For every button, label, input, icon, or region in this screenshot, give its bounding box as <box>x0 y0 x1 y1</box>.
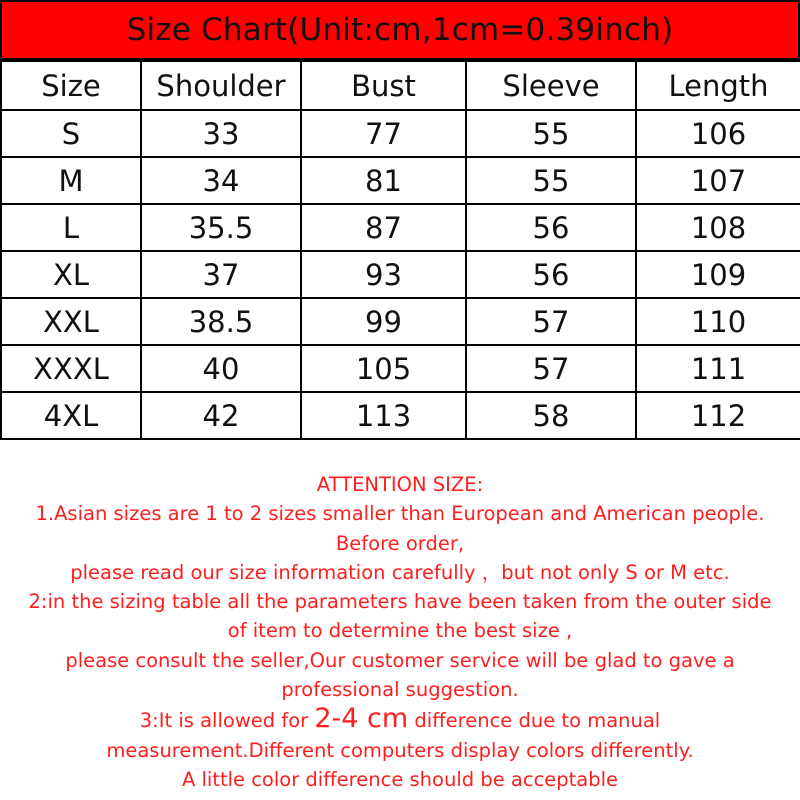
cell-bust: 77 <box>301 110 466 157</box>
cell-size: M <box>1 157 141 204</box>
column-header-shoulder: Shoulder <box>141 61 301 110</box>
cell-shoulder: 40 <box>141 345 301 392</box>
table-row <box>1 204 800 251</box>
cell-size: XXL <box>1 298 141 345</box>
cell-length: 110 <box>636 298 800 345</box>
notes-line: 1.Asian sizes are 1 to 2 sizes smaller than European and American people. <box>35 502 765 526</box>
cell-shoulder: 37 <box>141 251 301 298</box>
notes-line: A little color difference should be acceptable <box>181 767 619 791</box>
table-row <box>1 298 800 345</box>
cell-sleeve: 57 <box>466 345 636 392</box>
cell-length: 112 <box>636 392 800 439</box>
notes-heading: ATTENTION SIZE: <box>316 473 484 496</box>
cell-length: 109 <box>636 251 800 298</box>
table-row <box>1 110 800 157</box>
cell-sleeve: 56 <box>466 251 636 298</box>
column-header-sleeve: Sleeve <box>466 61 636 110</box>
cell-bust: 81 <box>301 157 466 204</box>
table-row <box>1 251 800 298</box>
attention-notes <box>0 470 800 794</box>
tolerance-suffix: difference due to manual <box>408 709 661 733</box>
notes-line: professional suggestion. <box>281 678 519 702</box>
cell-sleeve: 55 <box>466 110 636 157</box>
cell-length: 108 <box>636 204 800 251</box>
notes-line: please consult the seller,Our customer service will be glad to gave a <box>65 648 735 672</box>
tolerance-value: 2-4 cm <box>314 703 409 735</box>
notes-line: please read our size information carefully ，but not only S or M etc. <box>70 560 730 584</box>
cell-bust: 87 <box>301 204 466 251</box>
notes-line: Before order, <box>335 531 465 555</box>
column-header-size: Size <box>1 61 141 110</box>
size-table <box>0 60 800 440</box>
table-row <box>1 392 800 439</box>
cell-bust: 113 <box>301 392 466 439</box>
cell-sleeve: 57 <box>466 298 636 345</box>
notes-line: of item to determine the best size , <box>227 619 573 643</box>
cell-shoulder: 38.5 <box>141 298 301 345</box>
table-row <box>1 345 800 392</box>
cell-size: XXXL <box>1 345 141 392</box>
cell-shoulder: 35.5 <box>141 204 301 251</box>
cell-sleeve: 55 <box>466 157 636 204</box>
cell-size: L <box>1 204 141 251</box>
column-header-bust: Bust <box>301 61 466 110</box>
cell-bust: 99 <box>301 298 466 345</box>
cell-length: 111 <box>636 345 800 392</box>
tolerance-prefix: 3:It is allowed for <box>139 709 315 733</box>
cell-size: S <box>1 110 141 157</box>
cell-size: 4XL <box>1 392 141 439</box>
cell-sleeve: 56 <box>466 204 636 251</box>
cell-shoulder: 42 <box>141 392 301 439</box>
cell-bust: 93 <box>301 251 466 298</box>
cell-size: XL <box>1 251 141 298</box>
column-header-length: Length <box>636 61 800 110</box>
cell-shoulder: 34 <box>141 157 301 204</box>
cell-length: 107 <box>636 157 800 204</box>
notes-line-tolerance <box>0 704 800 735</box>
notes-line: 2:in the sizing table all the parameters have been taken from the outer side <box>28 590 772 614</box>
cell-bust: 105 <box>301 345 466 392</box>
table-row <box>1 157 800 204</box>
table-header-row <box>1 61 800 110</box>
notes-line: measurement.Different computers display colors differently. <box>106 738 694 762</box>
cell-length: 106 <box>636 110 800 157</box>
chart-title: Size Chart(Unit:cm,1cm=0.39inch) <box>0 0 800 60</box>
cell-shoulder: 33 <box>141 110 301 157</box>
cell-sleeve: 58 <box>466 392 636 439</box>
